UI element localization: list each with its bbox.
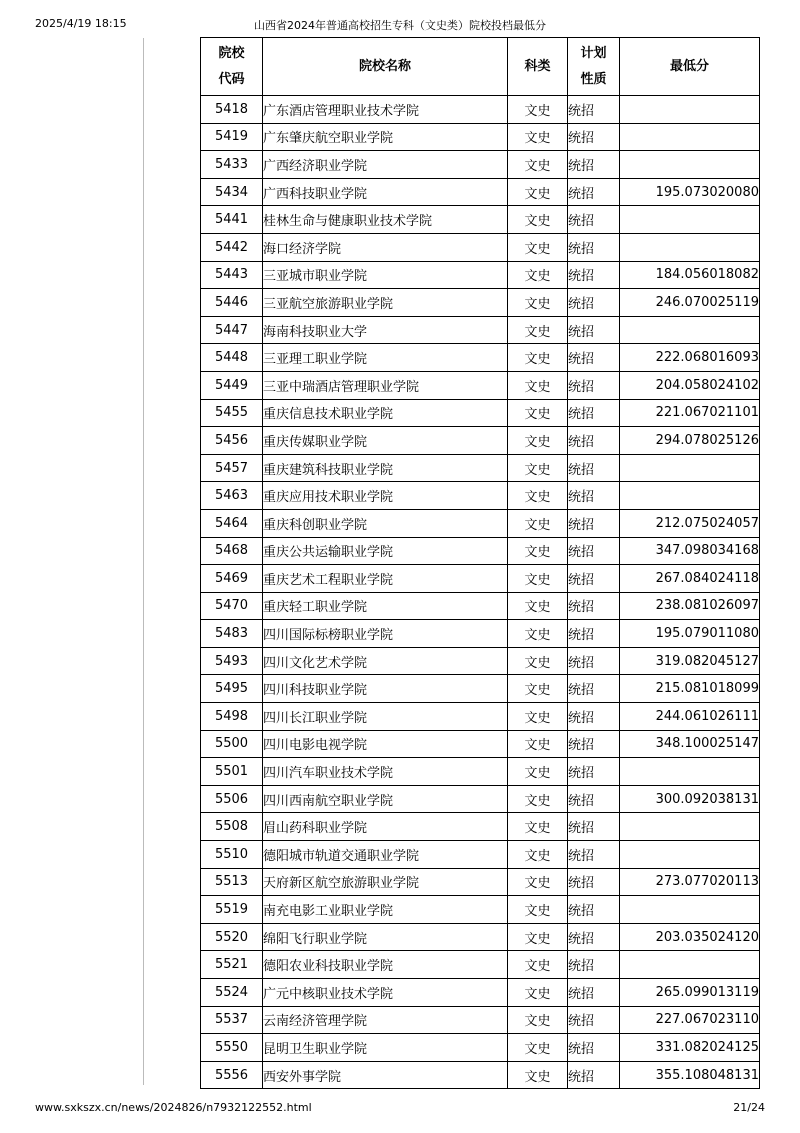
cell-category: 文史 <box>508 289 568 317</box>
cell-min-score: 238.081026097 <box>620 592 760 620</box>
cell-school-code: 5419 <box>201 123 263 151</box>
table-row <box>201 813 760 841</box>
cell-school-code: 5468 <box>201 537 263 565</box>
cell-min-score: 184.056018082 <box>620 261 760 289</box>
cell-plan-type: 统招 <box>568 96 620 124</box>
cell-category: 文史 <box>508 123 568 151</box>
table-header-row <box>201 38 760 96</box>
cell-school-name: 广元中核职业技术学院 <box>263 979 508 1007</box>
table-row <box>201 758 760 786</box>
cell-min-score: 294.078025126 <box>620 427 760 455</box>
table-row <box>201 979 760 1007</box>
cell-plan-type: 统招 <box>568 647 620 675</box>
cell-school-name: 广东酒店管理职业技术学院 <box>263 96 508 124</box>
table-row <box>201 537 760 565</box>
cell-min-score: 222.068016093 <box>620 344 760 372</box>
cell-min-score: 195.073020080 <box>620 178 760 206</box>
admission-score-table <box>200 37 760 1089</box>
cell-plan-type: 统招 <box>568 454 620 482</box>
cell-plan-type: 统招 <box>568 951 620 979</box>
cell-school-name: 广西经济职业学院 <box>263 151 508 179</box>
cell-category: 文史 <box>508 951 568 979</box>
cell-min-score <box>620 233 760 261</box>
cell-plan-type: 统招 <box>568 1006 620 1034</box>
cell-school-code: 5469 <box>201 565 263 593</box>
cell-category: 文史 <box>508 868 568 896</box>
cell-category: 文史 <box>508 979 568 1007</box>
cell-plan-type: 统招 <box>568 675 620 703</box>
cell-min-score: 246.070025119 <box>620 289 760 317</box>
table-row <box>201 427 760 455</box>
cell-category: 文史 <box>508 923 568 951</box>
cell-min-score: 355.108048131 <box>620 1061 760 1089</box>
header-school-code <box>201 38 263 96</box>
cell-category: 文史 <box>508 592 568 620</box>
cell-min-score <box>620 813 760 841</box>
cell-category: 文史 <box>508 785 568 813</box>
cell-school-name: 广西科技职业学院 <box>263 178 508 206</box>
cell-category: 文史 <box>508 647 568 675</box>
cell-school-name: 德阳农业科技职业学院 <box>263 951 508 979</box>
cell-school-code: 5537 <box>201 1006 263 1034</box>
cell-plan-type: 统招 <box>568 371 620 399</box>
cell-category: 文史 <box>508 399 568 427</box>
cell-min-score: 204.058024102 <box>620 371 760 399</box>
table-row <box>201 123 760 151</box>
cell-school-code: 5418 <box>201 96 263 124</box>
cell-category: 文史 <box>508 703 568 731</box>
cell-plan-type: 统招 <box>568 1061 620 1089</box>
table-row <box>201 951 760 979</box>
cell-min-score: 244.061026111 <box>620 703 760 731</box>
cell-school-name: 三亚中瑞酒店管理职业学院 <box>263 371 508 399</box>
cell-plan-type: 统招 <box>568 123 620 151</box>
cell-school-name: 南充电影工业职业学院 <box>263 896 508 924</box>
cell-school-code: 5463 <box>201 482 263 510</box>
table-row <box>201 841 760 869</box>
table-row <box>201 178 760 206</box>
cell-school-name: 重庆应用技术职业学院 <box>263 482 508 510</box>
cell-school-code: 5456 <box>201 427 263 455</box>
cell-category: 文史 <box>508 509 568 537</box>
cell-plan-type: 统招 <box>568 509 620 537</box>
cell-plan-type: 统招 <box>568 316 620 344</box>
cell-school-code: 5457 <box>201 454 263 482</box>
page-url: www.sxkszx.cn/news/2024826/n7932122552.html <box>35 1101 312 1114</box>
cell-school-code: 5556 <box>201 1061 263 1089</box>
cell-plan-type: 统招 <box>568 482 620 510</box>
cell-min-score <box>620 316 760 344</box>
cell-school-code: 5524 <box>201 979 263 1007</box>
cell-school-name: 重庆轻工职业学院 <box>263 592 508 620</box>
cell-school-code: 5442 <box>201 233 263 261</box>
cell-category: 文史 <box>508 316 568 344</box>
cell-school-code: 5510 <box>201 841 263 869</box>
cell-category: 文史 <box>508 482 568 510</box>
header-min-score: 最低分 <box>620 38 760 96</box>
cell-category: 文史 <box>508 758 568 786</box>
cell-school-name: 昆明卫生职业学院 <box>263 1034 508 1062</box>
cell-plan-type: 统招 <box>568 703 620 731</box>
cell-category: 文史 <box>508 730 568 758</box>
table-row <box>201 509 760 537</box>
table-row <box>201 785 760 813</box>
table-row <box>201 206 760 234</box>
cell-plan-type: 统招 <box>568 565 620 593</box>
cell-category: 文史 <box>508 1061 568 1089</box>
cell-category: 文史 <box>508 233 568 261</box>
cell-school-name: 四川长江职业学院 <box>263 703 508 731</box>
cell-school-name: 德阳城市轨道交通职业学院 <box>263 841 508 869</box>
cell-plan-type: 统招 <box>568 923 620 951</box>
cell-school-code: 5470 <box>201 592 263 620</box>
cell-plan-type: 统招 <box>568 261 620 289</box>
cell-category: 文史 <box>508 151 568 179</box>
cell-min-score <box>620 758 760 786</box>
table-row <box>201 344 760 372</box>
table-row <box>201 399 760 427</box>
cell-plan-type: 统招 <box>568 537 620 565</box>
cell-plan-type: 统招 <box>568 151 620 179</box>
cell-plan-type: 统招 <box>568 896 620 924</box>
cell-plan-type: 统招 <box>568 344 620 372</box>
cell-plan-type: 统招 <box>568 592 620 620</box>
table-row <box>201 703 760 731</box>
cell-min-score: 319.082045127 <box>620 647 760 675</box>
cell-min-score <box>620 151 760 179</box>
cell-category: 文史 <box>508 813 568 841</box>
header-category: 科类 <box>508 38 568 96</box>
cell-school-code: 5443 <box>201 261 263 289</box>
table-row <box>201 675 760 703</box>
cell-school-code: 5464 <box>201 509 263 537</box>
cell-school-code: 5483 <box>201 620 263 648</box>
cell-plan-type: 统招 <box>568 813 620 841</box>
cell-plan-type: 统招 <box>568 289 620 317</box>
cell-school-code: 5493 <box>201 647 263 675</box>
cell-school-code: 5441 <box>201 206 263 234</box>
cell-school-name: 重庆艺术工程职业学院 <box>263 565 508 593</box>
table-row <box>201 316 760 344</box>
cell-min-score: 267.084024118 <box>620 565 760 593</box>
cell-min-score: 273.077020113 <box>620 868 760 896</box>
cell-category: 文史 <box>508 454 568 482</box>
table-row <box>201 371 760 399</box>
cell-min-score: 195.079011080 <box>620 620 760 648</box>
cell-school-name: 三亚理工职业学院 <box>263 344 508 372</box>
cell-school-code: 5506 <box>201 785 263 813</box>
cell-plan-type: 统招 <box>568 868 620 896</box>
header-school-code-line2: 代码 <box>218 71 245 87</box>
cell-category: 文史 <box>508 206 568 234</box>
cell-school-code: 5521 <box>201 951 263 979</box>
cell-school-code: 5508 <box>201 813 263 841</box>
header-plan-type-line1: 计划 <box>580 45 607 61</box>
cell-category: 文史 <box>508 261 568 289</box>
cell-min-score: 265.099013119 <box>620 979 760 1007</box>
cell-plan-type: 统招 <box>568 427 620 455</box>
table-row <box>201 620 760 648</box>
cell-category: 文史 <box>508 96 568 124</box>
cell-school-name: 重庆传媒职业学院 <box>263 427 508 455</box>
table-row <box>201 1034 760 1062</box>
cell-category: 文史 <box>508 620 568 648</box>
cell-school-code: 5498 <box>201 703 263 731</box>
cell-school-name: 海南科技职业大学 <box>263 316 508 344</box>
cell-school-name: 四川电影电视学院 <box>263 730 508 758</box>
cell-category: 文史 <box>508 1034 568 1062</box>
table-row <box>201 96 760 124</box>
table-row <box>201 1061 760 1089</box>
header-plan-type-line2: 性质 <box>580 71 607 87</box>
cell-school-code: 5500 <box>201 730 263 758</box>
cell-category: 文史 <box>508 1006 568 1034</box>
cell-school-name: 三亚航空旅游职业学院 <box>263 289 508 317</box>
cell-school-code: 5495 <box>201 675 263 703</box>
cell-min-score: 215.081018099 <box>620 675 760 703</box>
cell-school-name: 云南经济管理学院 <box>263 1006 508 1034</box>
cell-school-code: 5448 <box>201 344 263 372</box>
cell-min-score <box>620 123 760 151</box>
table-row <box>201 482 760 510</box>
cell-min-score: 347.098034168 <box>620 537 760 565</box>
cell-school-name: 重庆公共运输职业学院 <box>263 537 508 565</box>
cell-school-code: 5447 <box>201 316 263 344</box>
page-title: 山西省2024年普通高校招生专科（文史类）院校投档最低分 <box>254 19 546 32</box>
cell-plan-type: 统招 <box>568 178 620 206</box>
cell-plan-type: 统招 <box>568 979 620 1007</box>
cell-school-code: 5449 <box>201 371 263 399</box>
cell-min-score: 348.100025147 <box>620 730 760 758</box>
cell-min-score: 300.092038131 <box>620 785 760 813</box>
cell-school-name: 绵阳飞行职业学院 <box>263 923 508 951</box>
cell-plan-type: 统招 <box>568 841 620 869</box>
cell-plan-type: 统招 <box>568 620 620 648</box>
header-school-name: 院校名称 <box>263 38 508 96</box>
cell-school-code: 5433 <box>201 151 263 179</box>
cell-school-name: 重庆科创职业学院 <box>263 509 508 537</box>
cell-school-name: 桂林生命与健康职业技术学院 <box>263 206 508 234</box>
cell-school-code: 5513 <box>201 868 263 896</box>
print-datetime: 2025/4/19 18:15 <box>35 17 127 30</box>
cell-min-score <box>620 96 760 124</box>
table-row <box>201 454 760 482</box>
cell-school-name: 海口经济学院 <box>263 233 508 261</box>
cell-min-score: 212.075024057 <box>620 509 760 537</box>
margin-divider <box>143 38 144 1085</box>
cell-school-code: 5550 <box>201 1034 263 1062</box>
cell-school-code: 5519 <box>201 896 263 924</box>
table-body <box>201 96 760 1089</box>
cell-school-code: 5446 <box>201 289 263 317</box>
cell-school-name: 三亚城市职业学院 <box>263 261 508 289</box>
cell-school-name: 四川国际标榜职业学院 <box>263 620 508 648</box>
cell-school-code: 5455 <box>201 399 263 427</box>
cell-min-score <box>620 482 760 510</box>
cell-school-name: 重庆信息技术职业学院 <box>263 399 508 427</box>
table-row <box>201 1006 760 1034</box>
cell-category: 文史 <box>508 565 568 593</box>
cell-min-score <box>620 951 760 979</box>
table-row <box>201 896 760 924</box>
table-row <box>201 592 760 620</box>
table-row <box>201 730 760 758</box>
cell-plan-type: 统招 <box>568 206 620 234</box>
cell-school-name: 四川科技职业学院 <box>263 675 508 703</box>
table-row <box>201 923 760 951</box>
cell-plan-type: 统招 <box>568 758 620 786</box>
cell-plan-type: 统招 <box>568 785 620 813</box>
cell-school-name: 重庆建筑科技职业学院 <box>263 454 508 482</box>
cell-plan-type: 统招 <box>568 730 620 758</box>
table-row <box>201 261 760 289</box>
cell-min-score <box>620 896 760 924</box>
cell-category: 文史 <box>508 344 568 372</box>
cell-school-name: 四川文化艺术学院 <box>263 647 508 675</box>
header-school-code-line1: 院校 <box>218 45 245 61</box>
cell-min-score: 203.035024120 <box>620 923 760 951</box>
table-row <box>201 233 760 261</box>
cell-school-name: 四川西南航空职业学院 <box>263 785 508 813</box>
header-plan-type <box>568 38 620 96</box>
cell-category: 文史 <box>508 896 568 924</box>
table-row <box>201 565 760 593</box>
cell-plan-type: 统招 <box>568 399 620 427</box>
cell-category: 文史 <box>508 178 568 206</box>
cell-min-score: 227.067023110 <box>620 1006 760 1034</box>
cell-plan-type: 统招 <box>568 233 620 261</box>
cell-category: 文史 <box>508 841 568 869</box>
cell-min-score <box>620 454 760 482</box>
cell-category: 文史 <box>508 371 568 399</box>
cell-school-code: 5501 <box>201 758 263 786</box>
cell-school-name: 眉山药科职业学院 <box>263 813 508 841</box>
cell-school-name: 四川汽车职业技术学院 <box>263 758 508 786</box>
cell-min-score: 331.082024125 <box>620 1034 760 1062</box>
cell-school-name: 天府新区航空旅游职业学院 <box>263 868 508 896</box>
table-row <box>201 868 760 896</box>
cell-category: 文史 <box>508 675 568 703</box>
cell-min-score: 221.067021101 <box>620 399 760 427</box>
cell-min-score <box>620 841 760 869</box>
cell-school-name: 广东肇庆航空职业学院 <box>263 123 508 151</box>
table-row <box>201 647 760 675</box>
cell-school-code: 5520 <box>201 923 263 951</box>
table-row <box>201 151 760 179</box>
cell-min-score <box>620 206 760 234</box>
cell-plan-type: 统招 <box>568 1034 620 1062</box>
cell-school-code: 5434 <box>201 178 263 206</box>
page-number: 21/24 <box>733 1101 765 1114</box>
cell-category: 文史 <box>508 537 568 565</box>
cell-category: 文史 <box>508 427 568 455</box>
cell-school-name: 西安外事学院 <box>263 1061 508 1089</box>
table-row <box>201 289 760 317</box>
